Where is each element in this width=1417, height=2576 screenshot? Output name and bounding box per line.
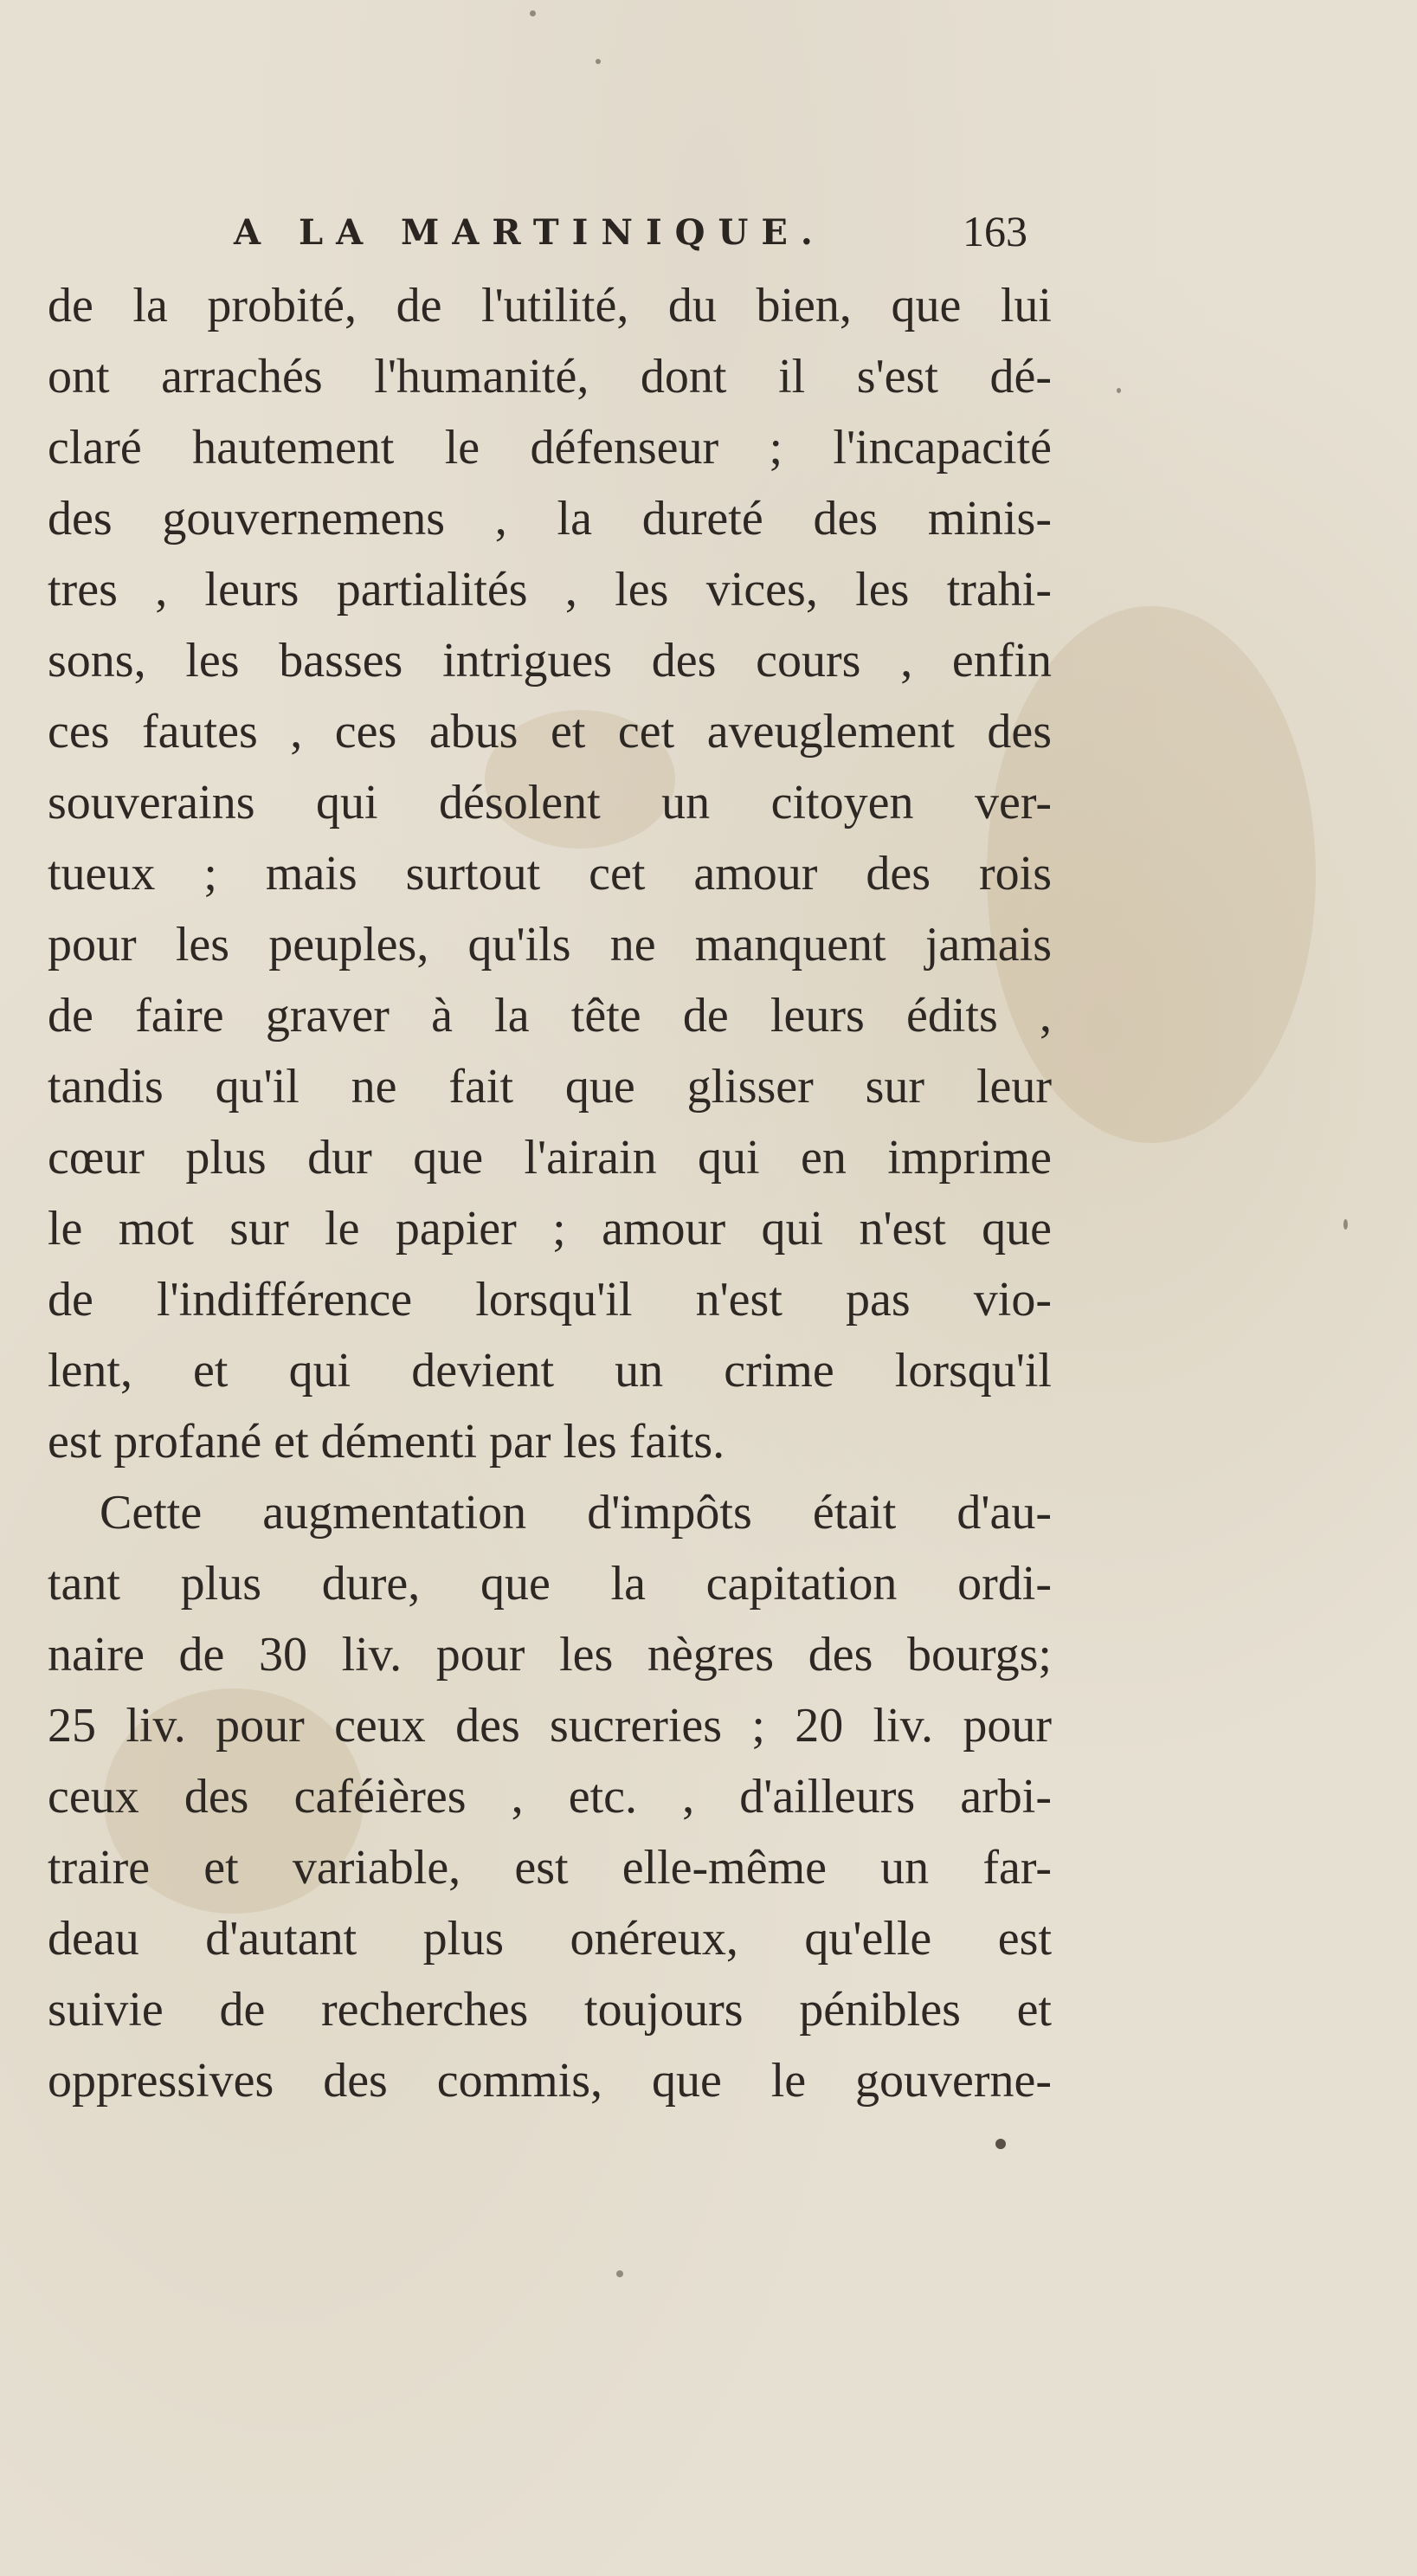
paragraph-start-line: Cette augmentation d'impôts était d'au- [100, 1486, 1052, 1540]
text-line: de faire graver à la tête de leurs édits , [48, 989, 1052, 1043]
running-head: A LA MARTINIQUE. [234, 212, 826, 253]
page-number: 163 [963, 207, 1027, 255]
text-line: de l'indifférence lorsqu'il n'est pas vio- [48, 1273, 1052, 1327]
text-line: naire de 30 liv. pour les nègres des bourgs; [48, 1628, 1052, 1682]
text-line: deau d'autant plus onéreux, qu'elle est [48, 1912, 1052, 1966]
text-line: ceux des caféières , etc. , d'ailleurs arbi- [48, 1770, 1052, 1824]
paper-speck [1117, 388, 1121, 393]
text-line: tres , leurs partialités , les vices, les trahi- [48, 563, 1052, 617]
text-line: est profané et démenti par les faits. [48, 1415, 725, 1469]
paper-speck [616, 2270, 623, 2277]
text-line: ces fautes , ces abus et cet aveuglement des [48, 705, 1052, 759]
text-line: de la probité, de l'utilité, du bien, que lui [48, 279, 1052, 332]
text-line: 25 liv. pour ceux des sucreries ; 20 liv. pour [48, 1699, 1052, 1753]
text-line: tandis qu'il ne fait que glisser sur leur [48, 1060, 1052, 1114]
text-line: des gouvernemens , la dureté des minis- [48, 492, 1052, 546]
text-line: claré hautement le défenseur ; l'incapacité [48, 421, 1052, 475]
text-line: sons, les basses intrigues des cours , enfin [48, 634, 1052, 688]
text-line: suivie de recherches toujours pénibles et [48, 1983, 1052, 2037]
text-line: pour les peuples, qu'ils ne manquent jamais [48, 918, 1052, 972]
paper-speck [596, 59, 601, 64]
text-line: oppressives des commis, que le gouverne- [48, 2054, 1052, 2108]
text-line: le mot sur le papier ; amour qui n'est que [48, 1202, 1052, 1256]
text-line: souverains qui désolent un citoyen ver- [48, 776, 1052, 830]
text-line: cœur plus dur que l'airain qui en imprime [48, 1131, 1052, 1185]
ink-dot [995, 2139, 1006, 2149]
text-line: lent, et qui devient un crime lorsqu'il [48, 1344, 1052, 1398]
text-line: tant plus dure, que la capitation ordi- [48, 1557, 1052, 1611]
text-line: tueux ; mais surtout cet amour des rois [48, 847, 1052, 901]
text-line: traire et variable, est elle-même un far- [48, 1841, 1052, 1895]
paper-speck [1343, 1219, 1348, 1230]
text-line: ont arrachés l'humanité, dont il s'est dé- [48, 350, 1052, 404]
paper-speck [530, 10, 536, 16]
body-text [48, 270, 1052, 2116]
